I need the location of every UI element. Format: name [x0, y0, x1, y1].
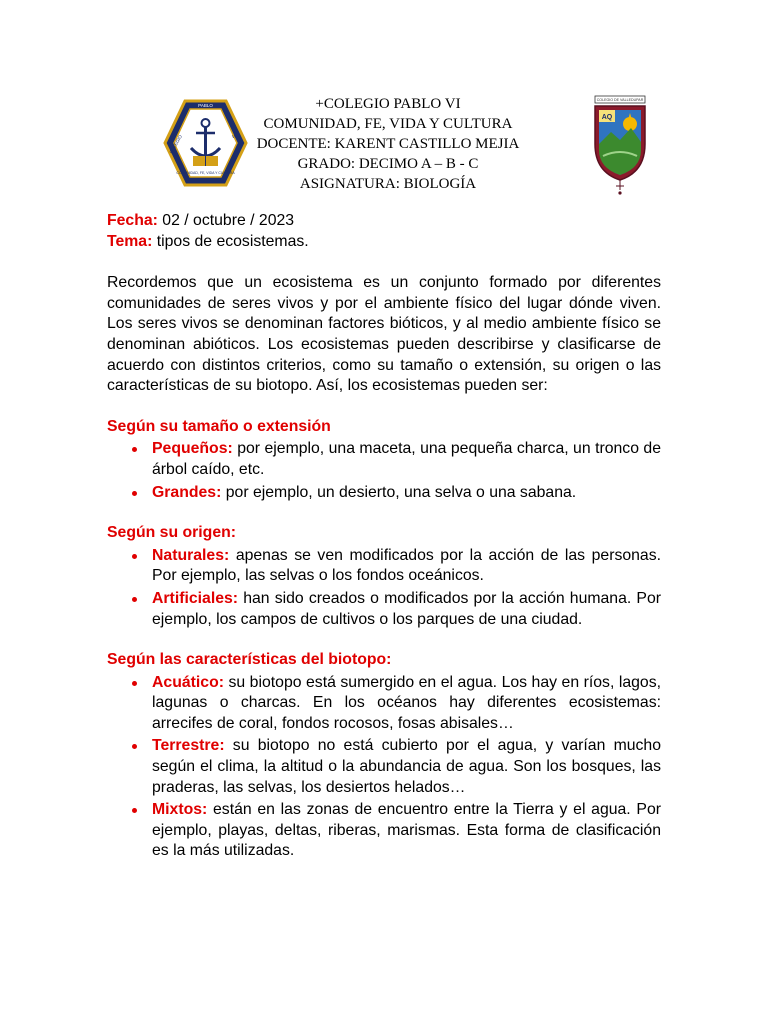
- list-item: [107, 736, 661, 798]
- header-line-motto: COMUNIDAD, FE, VIDA Y CULTURA: [263, 116, 513, 132]
- logo-left-bottom-text: COMUNIDAD, FE, VIDA Y CULTURA: [176, 171, 235, 175]
- list-size: [107, 439, 661, 503]
- header-line-school: +COLEGIO PABLO VI: [315, 96, 461, 112]
- section-title-biotope: Según las características del biotopo:: [107, 651, 392, 669]
- topic-label: Tema:: [107, 232, 153, 250]
- header-line-grade: GRADO: DECIMO A – B - C: [297, 156, 479, 172]
- logo-left-side-text: COLEGIO: [168, 134, 183, 155]
- date-line: [107, 211, 661, 232]
- list-item: [107, 673, 661, 735]
- logo-left-top-text: PABLO: [198, 103, 213, 108]
- bullet-icon: [132, 808, 137, 813]
- list-item: [107, 483, 661, 504]
- school-crest-right: [589, 94, 651, 196]
- item-text: por ejemplo, una maceta, una pequeña charca, un tronco de árbol caído, etc.: [152, 440, 661, 478]
- book-icon: [193, 156, 218, 166]
- document-body: [107, 211, 661, 862]
- item-text: han sido creados o modificados por la acción humana. Por ejemplo, los campos de cultivos o los parques de una ciudad.: [152, 589, 661, 628]
- bullet-icon: [132, 744, 137, 749]
- bullet-icon: [132, 554, 137, 559]
- item-text: su biotopo no está cubierto por el agua, y varían mucho según el clima, la altitud o la abundancia de agua. Son los bosques, las praderas, las selvas, los desiertos helados…: [152, 737, 661, 796]
- item-label: Mixtos:: [152, 801, 208, 819]
- bullet-icon: [132, 491, 137, 496]
- item-label: Grandes:: [152, 483, 222, 501]
- rosary-icon: [616, 180, 624, 195]
- crest-letters: AQ: [601, 114, 613, 121]
- topic-value: tipos de ecosistemas.: [152, 232, 309, 250]
- item-text: su biotopo está sumergido en el agua. Los hay en ríos, lagos, lagunas o charcas. En los océanos hay diferentes ecosistemas: arrecifes de coral, fondos rocosos, fosas abisales…: [152, 673, 661, 732]
- date-value: 02 / octubre / 2023: [157, 212, 295, 229]
- section-title-origin: Según su origen:: [107, 524, 237, 542]
- item-label: Acuático:: [152, 673, 224, 691]
- list-item: [107, 800, 661, 862]
- date-label: Fecha:: [107, 212, 158, 229]
- section-title-size: Según su tamaño o extensión: [107, 417, 331, 435]
- list-biotope: [107, 673, 661, 862]
- bullet-icon: [132, 597, 137, 602]
- item-text: por ejemplo, un desierto, una selva o una sabana.: [221, 483, 577, 501]
- item-text: están en las zonas de encuentro entre la Tierra y el agua. Por ejemplo, playas, deltas, riberas, marismas. Esta forma de clasificación es la más utilizadas.: [152, 801, 661, 860]
- school-logo-left: [163, 98, 248, 188]
- list-origin: [107, 546, 661, 630]
- logo-left-right-text: VI: [231, 134, 237, 139]
- item-label: Artificiales:: [152, 589, 239, 607]
- item-text: apenas se ven modificados por la acción de las personas. Por ejemplo, las selvas o los fondos oceánicos.: [152, 546, 661, 585]
- list-item: [107, 546, 661, 587]
- bullet-icon: [132, 681, 137, 686]
- list-item: [107, 439, 661, 480]
- list-item: [107, 589, 661, 630]
- crest-banner-text: COLEGIO DE VALLEDUPAR: [596, 98, 644, 103]
- item-label: Pequeños:: [152, 440, 233, 458]
- item-label: Terrestre:: [152, 737, 225, 755]
- intro-paragraph: Recordemos que un ecosistema es un conjunto formado por diferentes comunidades de seres vivos y por el ambiente físico del lugar dónde viven. Los seres vivos se denominan factores bióticos, y al medio ambiente físico se denominan abióticos. Los ecosistemas pueden describirse y clasificarse de acuerdo con distintos criterios, como su tamaño o extensión, su origen o las características de su biotopo. Así, los ecosistemas pueden ser:: [107, 274, 661, 395]
- header-line-subject: ASIGNATURA: BIOLOGÍA: [299, 176, 477, 192]
- header-line-teacher: DOCENTE: KARENT CASTILLO MEJIA: [256, 136, 520, 152]
- bullet-icon: [132, 447, 137, 452]
- topic-line: [107, 232, 661, 253]
- school-header: [238, 94, 538, 194]
- item-label: Naturales:: [152, 546, 230, 564]
